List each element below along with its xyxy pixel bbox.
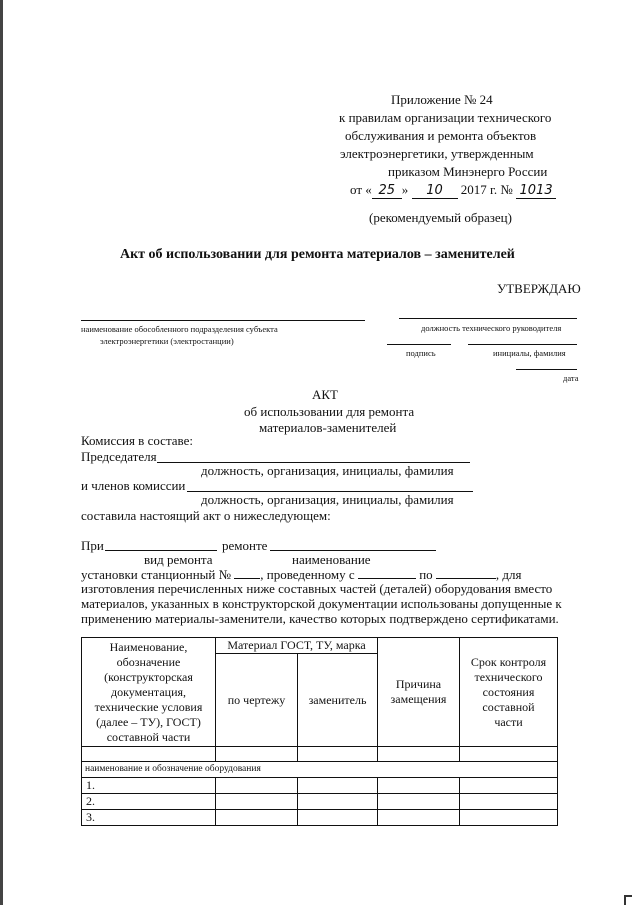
table-row-number: 3.: [82, 810, 216, 826]
empty-cell: [298, 747, 378, 762]
appendix-line-2: к правилам организации технического: [339, 110, 552, 125]
position-caption: должность технического руководителя: [421, 323, 562, 333]
scan-corner-mark: [624, 895, 632, 905]
repair-label: ремонте: [222, 538, 268, 553]
part-name-line: обозначение: [116, 654, 181, 669]
reason-line: замещения: [390, 692, 447, 706]
members-caption: должность, организация, инициалы, фамилия: [201, 492, 454, 507]
date-year: 2017 г. №: [460, 182, 513, 197]
station-number-blank: [234, 566, 260, 579]
signature-caption: подпись: [406, 348, 436, 358]
members-label: и членов комиссии: [81, 478, 186, 493]
appendix-line-3: обслуживания и ремонта объектов: [345, 128, 537, 143]
date-to-blank: [436, 566, 496, 579]
date-line: [516, 369, 577, 370]
empty-cell: [460, 778, 558, 794]
empty-cell: [216, 794, 298, 810]
part-name-line: (конструкторская: [104, 669, 193, 684]
date-month: 10: [412, 183, 458, 199]
subdivision-line: [81, 320, 365, 321]
for-label: , для: [495, 567, 522, 582]
col-header-substitute: заменитель: [298, 654, 378, 747]
col-header-control-period: [460, 638, 558, 747]
empty-cell: [378, 794, 460, 810]
date-from-blank: [358, 566, 416, 579]
empty-cell: [216, 778, 298, 794]
empty-cell: [298, 794, 378, 810]
part-name-line: (далее – ТУ), ГОСТ): [96, 714, 201, 729]
empty-cell: [298, 810, 378, 826]
empty-cell: [216, 747, 298, 762]
body-line-d: применению материалы-заменители, качество которых подтверждено сертификатами.: [81, 611, 559, 626]
installation-name-line: [270, 550, 436, 551]
appendix-number: Приложение № 24: [391, 92, 493, 107]
appendix-date: [350, 182, 556, 199]
empty-cell: [378, 747, 460, 762]
date-prefix: от «: [350, 182, 372, 197]
approve-heading: УТВЕРЖДАЮ: [497, 281, 581, 296]
table-row-number: 2.: [82, 794, 216, 810]
empty-cell: [82, 747, 216, 762]
subdivision-caption-1: наименование обособленного подразделения субъекта: [81, 324, 278, 334]
order-number: 1013: [516, 183, 556, 199]
document-title: Акт об использовании для ремонта материалов – заменителей: [120, 247, 515, 262]
empty-cell: [378, 810, 460, 826]
chairman-caption: должность, организация, инициалы, фамилия: [201, 463, 454, 478]
empty-cell: [460, 810, 558, 826]
station-number-label: установки станционный №: [81, 567, 232, 582]
chairman-label: Председателя: [81, 449, 157, 464]
appendix-line-5: приказом Минэнерго России: [388, 164, 548, 179]
initials-line: [468, 344, 577, 345]
control-line: технического: [474, 669, 543, 684]
col-header-part-name: [82, 638, 216, 747]
empty-cell: [378, 778, 460, 794]
installation-name-caption: наименование: [292, 552, 371, 567]
col-header-by-drawing: по чертежу: [216, 654, 298, 747]
initials-caption: инициалы, фамилия: [493, 348, 566, 358]
signature-line: [387, 344, 451, 345]
empty-cell: [298, 778, 378, 794]
materials-table: [81, 637, 558, 826]
act-subheading-2: материалов-заменителей: [259, 420, 397, 435]
date-day: 25: [372, 183, 402, 199]
equipment-row: наименование и обозначение оборудования: [82, 762, 558, 778]
scan-left-edge: [0, 0, 3, 905]
control-line: части: [494, 714, 523, 729]
part-name-line: технические условия: [94, 699, 203, 714]
date-from-label: , проведенному с: [260, 567, 355, 582]
col-group-material: Материал ГОСТ, ТУ, марка: [216, 638, 378, 654]
control-line: составной: [482, 699, 535, 714]
position-line: [399, 318, 577, 319]
part-name-line: составной части: [106, 729, 191, 744]
body-line-b: изготовления перечисленных ниже составных частей (деталей) оборудования вместо: [81, 581, 553, 596]
repair-type-caption: вид ремонта: [144, 552, 213, 567]
control-line: Срок контроля: [470, 654, 547, 669]
compiled-statement: составила настоящий акт о нижеследующем:: [81, 508, 331, 523]
commission-label: Комиссия в составе:: [81, 433, 193, 448]
table-row-number: 1.: [82, 778, 216, 794]
part-name-line: Наименование,: [109, 639, 188, 654]
date-caption: дата: [563, 373, 579, 383]
reason-line: Причина: [395, 677, 442, 691]
subdivision-caption-2: электроэнергетики (электростанции): [100, 336, 234, 346]
body-line-c: материалов, указанных в конструкторской документации использованы допущенные к: [81, 596, 562, 611]
control-line: состояния: [482, 684, 535, 699]
date-to-label: по: [419, 567, 433, 582]
appendix-line-4: электроэнергетики, утвержденным: [340, 146, 534, 161]
col-header-reason: [378, 638, 460, 747]
date-mid: »: [401, 182, 409, 197]
empty-cell: [216, 810, 298, 826]
empty-cell: [460, 794, 558, 810]
empty-cell: [460, 747, 558, 762]
act-subheading-1: об использовании для ремонта: [244, 404, 415, 419]
at-label: При: [81, 538, 104, 553]
act-heading: АКТ: [312, 387, 338, 402]
recommended-sample-note: (рекомендуемый образец): [369, 210, 512, 225]
repair-type-line: [105, 550, 217, 551]
part-name-line: документация,: [110, 684, 187, 699]
